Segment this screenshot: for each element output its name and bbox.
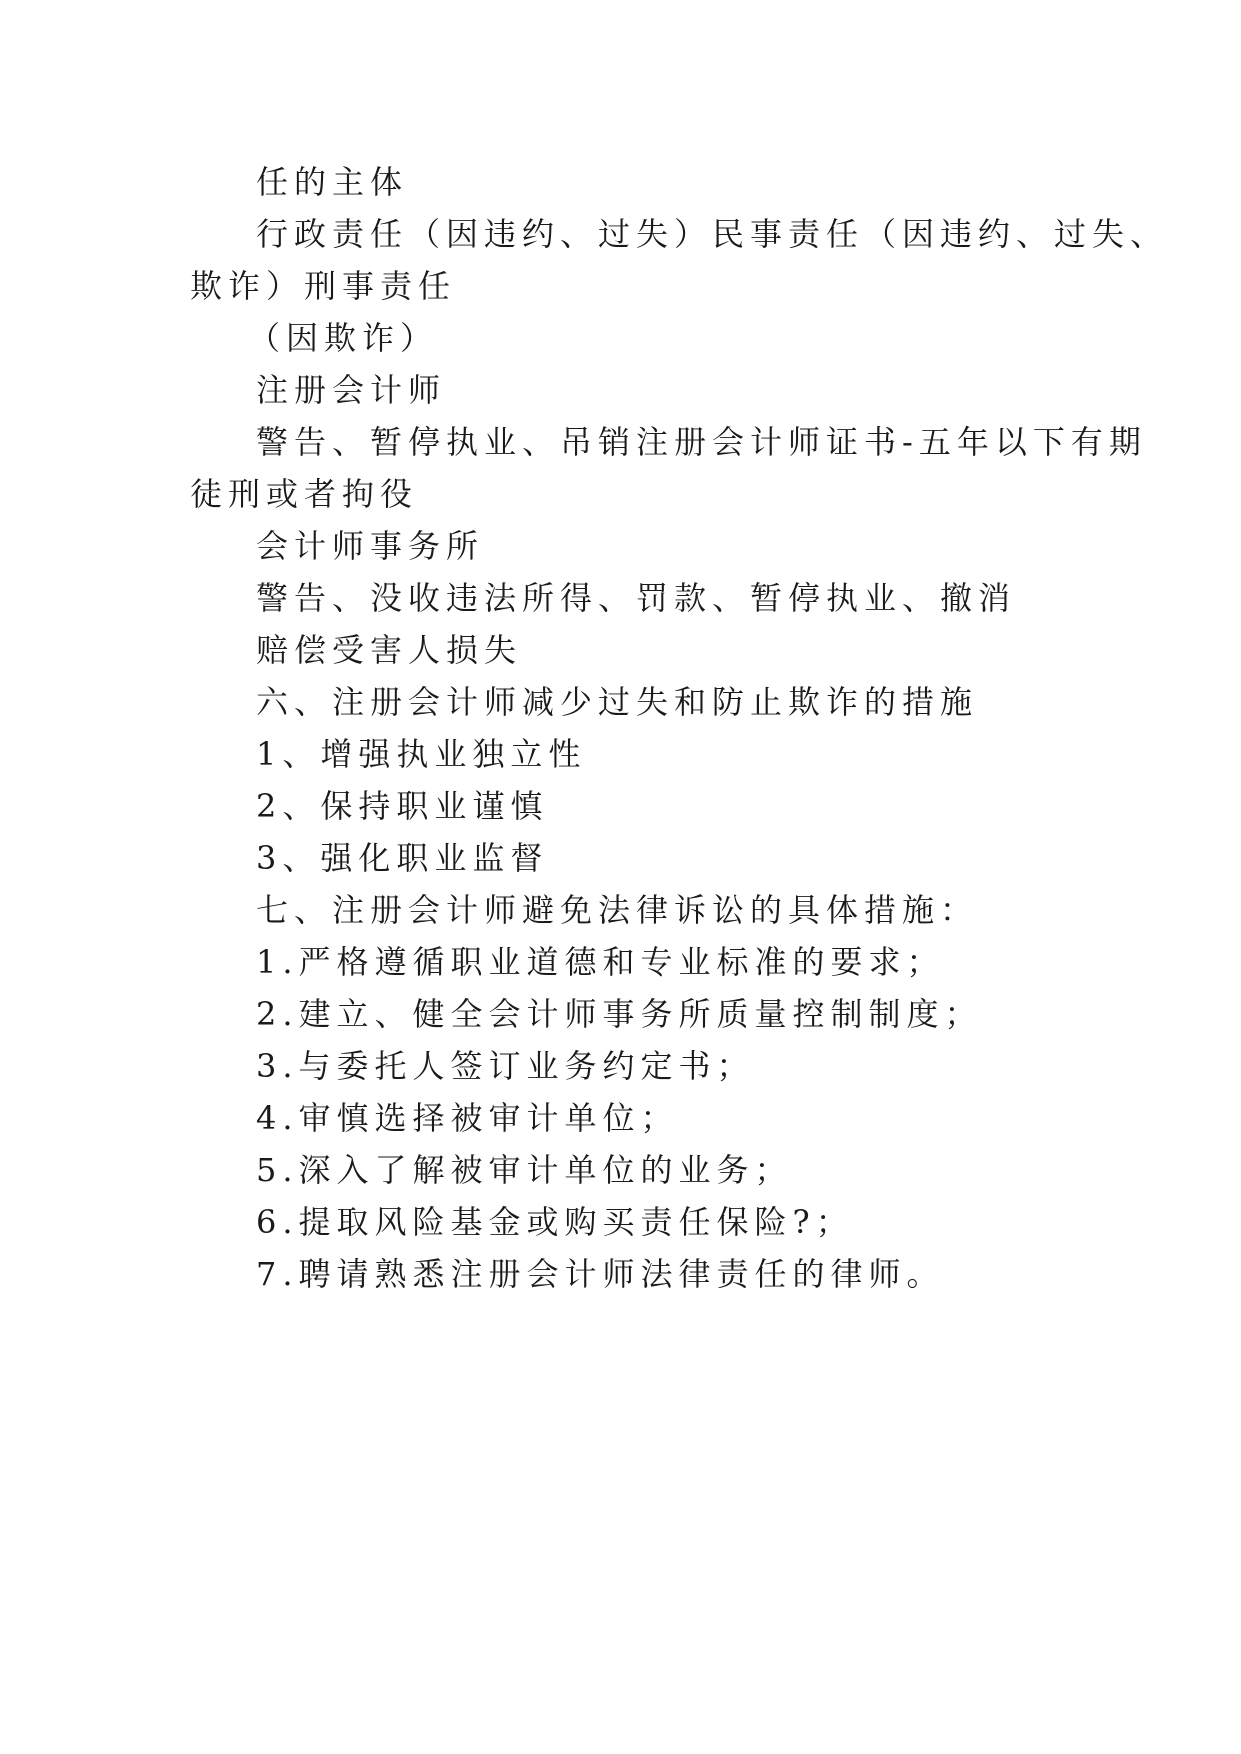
text-line-liability-types: 行政责任（因违约、过失）民事责任（因违约、过失、 [256,215,1169,253]
text-line-cpa-heading: 注册会计师 [256,371,447,409]
text-line-continuation: 任的主体 [256,163,409,201]
list-item-hire-lawyer: 7.聘请熟悉注册会计师法律责任的律师。 [256,1255,945,1293]
text-line-cpa-penalties-cont: 徒刑或者拘役 [190,475,419,513]
list-item-independence: 1、增强执业独立性 [256,735,587,773]
list-item-risk-fund: 6.提取风险基金或购买责任保险?； [256,1203,854,1241]
text-line-firm-penalties: 警告、没收违法所得、罚款、暂停执业、撤消 [256,579,1017,617]
text-line-criminal-liability: 欺诈）刑事责任 [190,267,457,305]
section-heading-seven: 七、注册会计师避免法律诉讼的具体措施： [256,891,979,929]
list-item-due-care: 2、保持职业谨慎 [256,787,549,825]
list-item-understand-business: 5.深入了解被审计单位的业务； [256,1151,793,1189]
text-line-firm-heading: 会计师事务所 [256,527,485,565]
list-item-quality-control: 2.建立、健全会计师事务所质量控制制度； [256,995,983,1033]
text-line-cpa-penalties: 警告、暂停执业、吊销注册会计师证书-五年以下有期 [256,423,1147,461]
list-item-client-selection: 4.审慎选择被审计单位； [256,1099,679,1137]
text-line-due-to-fraud: （因欺诈） [248,319,439,357]
list-item-supervision: 3、强化职业监督 [256,839,549,877]
text-line-compensation: 赔偿受害人损失 [256,631,523,669]
list-item-engagement-letter: 3.与委托人签订业务约定书； [256,1047,755,1085]
list-item-ethics: 1.严格遵循职业道德和专业标准的要求； [256,943,945,981]
section-heading-six: 六、注册会计师减少过失和防止欺诈的措施 [256,683,979,721]
